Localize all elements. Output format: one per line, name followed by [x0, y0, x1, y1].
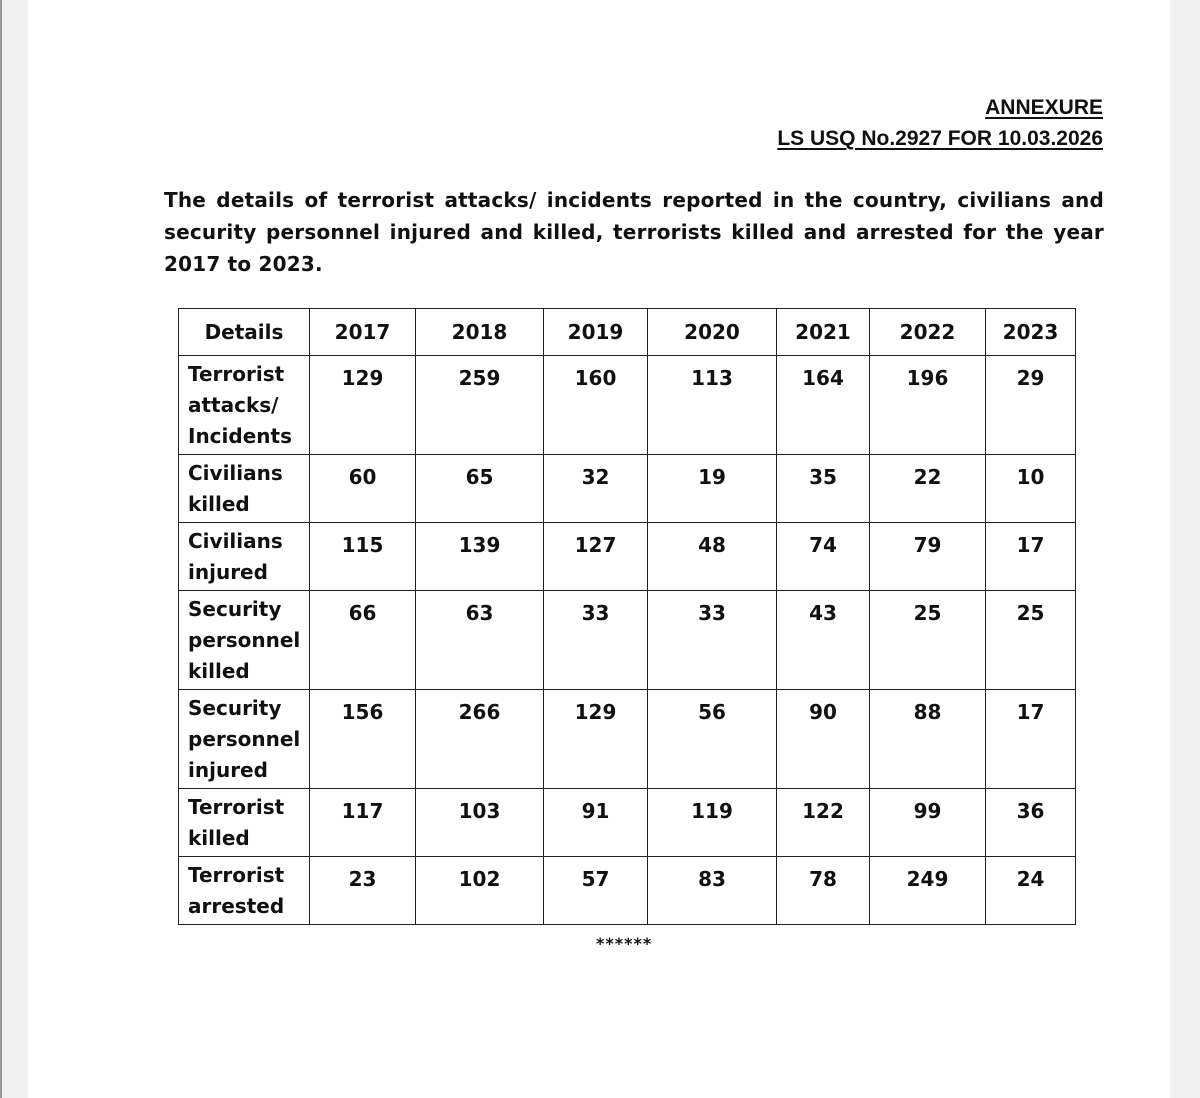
row-label-line: injured	[188, 758, 268, 782]
header-details: Details	[179, 309, 310, 356]
table-row	[179, 690, 1076, 789]
row-label	[179, 857, 310, 925]
end-marker: ******	[596, 934, 653, 953]
row-label-line: arrested	[188, 894, 285, 918]
row-label-line: injured	[188, 560, 268, 584]
row-label-line: Incidents	[188, 424, 292, 448]
header-2020: 2020	[648, 309, 777, 356]
row-label-line: Civilians	[188, 461, 283, 485]
row-label-line: Security	[188, 696, 282, 720]
table-cell: 32	[544, 455, 648, 523]
table-cell: 24	[986, 857, 1076, 925]
table-cell: 35	[777, 455, 870, 523]
table-cell: 122	[777, 789, 870, 857]
header-2017: 2017	[310, 309, 416, 356]
table-cell: 33	[544, 591, 648, 690]
table-cell: 127	[544, 523, 648, 591]
table-cell: 102	[416, 857, 544, 925]
row-label-line: Terrorist	[188, 362, 285, 386]
table-cell: 259	[416, 356, 544, 455]
table-cell: 83	[648, 857, 777, 925]
table-cell: 119	[648, 789, 777, 857]
table-cell: 99	[870, 789, 986, 857]
row-label-line: personnel	[188, 628, 301, 652]
row-label-line: killed	[188, 492, 250, 516]
row-label	[179, 789, 310, 857]
table-cell: 103	[416, 789, 544, 857]
document-page	[28, 0, 1170, 1098]
header-2023: 2023	[986, 309, 1076, 356]
table-cell: 23	[310, 857, 416, 925]
row-label-line: Terrorist	[188, 863, 285, 887]
table-row	[179, 857, 1076, 925]
row-label-line: Terrorist	[188, 795, 285, 819]
table-cell: 88	[870, 690, 986, 789]
terror-statistics-table	[178, 308, 1076, 925]
table-cell: 17	[986, 523, 1076, 591]
table-cell: 19	[648, 455, 777, 523]
header-2019: 2019	[544, 309, 648, 356]
row-label	[179, 690, 310, 789]
table-cell: 91	[544, 789, 648, 857]
table-cell: 90	[777, 690, 870, 789]
row-label	[179, 455, 310, 523]
table-cell: 78	[777, 857, 870, 925]
row-label-line: attacks/	[188, 393, 279, 417]
table-cell: 66	[310, 591, 416, 690]
row-label-line: killed	[188, 826, 250, 850]
table-cell: 196	[870, 356, 986, 455]
table-cell: 117	[310, 789, 416, 857]
table-cell: 10	[986, 455, 1076, 523]
table-cell: 129	[544, 690, 648, 789]
table-row	[179, 523, 1076, 591]
table-cell: 139	[416, 523, 544, 591]
row-label	[179, 356, 310, 455]
header-2022: 2022	[870, 309, 986, 356]
table-cell: 164	[777, 356, 870, 455]
table-row	[179, 356, 1076, 455]
header-2021: 2021	[777, 309, 870, 356]
table-cell: 57	[544, 857, 648, 925]
table-cell: 156	[310, 690, 416, 789]
table-cell: 29	[986, 356, 1076, 455]
window-edge	[0, 0, 2, 1098]
table-cell: 113	[648, 356, 777, 455]
table-cell: 129	[310, 356, 416, 455]
table-cell: 79	[870, 523, 986, 591]
table-cell: 25	[870, 591, 986, 690]
row-label-line: personnel	[188, 727, 301, 751]
table-cell: 17	[986, 690, 1076, 789]
table-cell: 36	[986, 789, 1076, 857]
question-reference: LS USQ No.2927 FOR 10.03.2026	[777, 127, 1103, 150]
table-row	[179, 789, 1076, 857]
table-cell: 25	[986, 591, 1076, 690]
row-label-line: Civilians	[188, 529, 283, 553]
table-cell: 33	[648, 591, 777, 690]
table-cell: 65	[416, 455, 544, 523]
table-cell: 115	[310, 523, 416, 591]
table-header-row	[179, 309, 1076, 356]
table-row	[179, 591, 1076, 690]
table-row	[179, 455, 1076, 523]
table-cell: 48	[648, 523, 777, 591]
intro-paragraph: The details of terrorist attacks/ incidents reported in the country, civilians and security personnel injured and killed, terrorists killed and arrested for the year 2017 to 2023.	[164, 188, 1104, 276]
row-label	[179, 523, 310, 591]
row-label	[179, 591, 310, 690]
table-cell: 56	[648, 690, 777, 789]
table-cell: 266	[416, 690, 544, 789]
annexure-title: ANNEXURE	[985, 96, 1103, 119]
row-label-line: Security	[188, 597, 282, 621]
table-cell: 43	[777, 591, 870, 690]
table-cell: 160	[544, 356, 648, 455]
row-label-line: killed	[188, 659, 250, 683]
table-cell: 74	[777, 523, 870, 591]
table-cell: 63	[416, 591, 544, 690]
table-cell: 22	[870, 455, 986, 523]
table-cell: 249	[870, 857, 986, 925]
table-cell: 60	[310, 455, 416, 523]
annexure-heading	[777, 92, 1103, 154]
header-2018: 2018	[416, 309, 544, 356]
